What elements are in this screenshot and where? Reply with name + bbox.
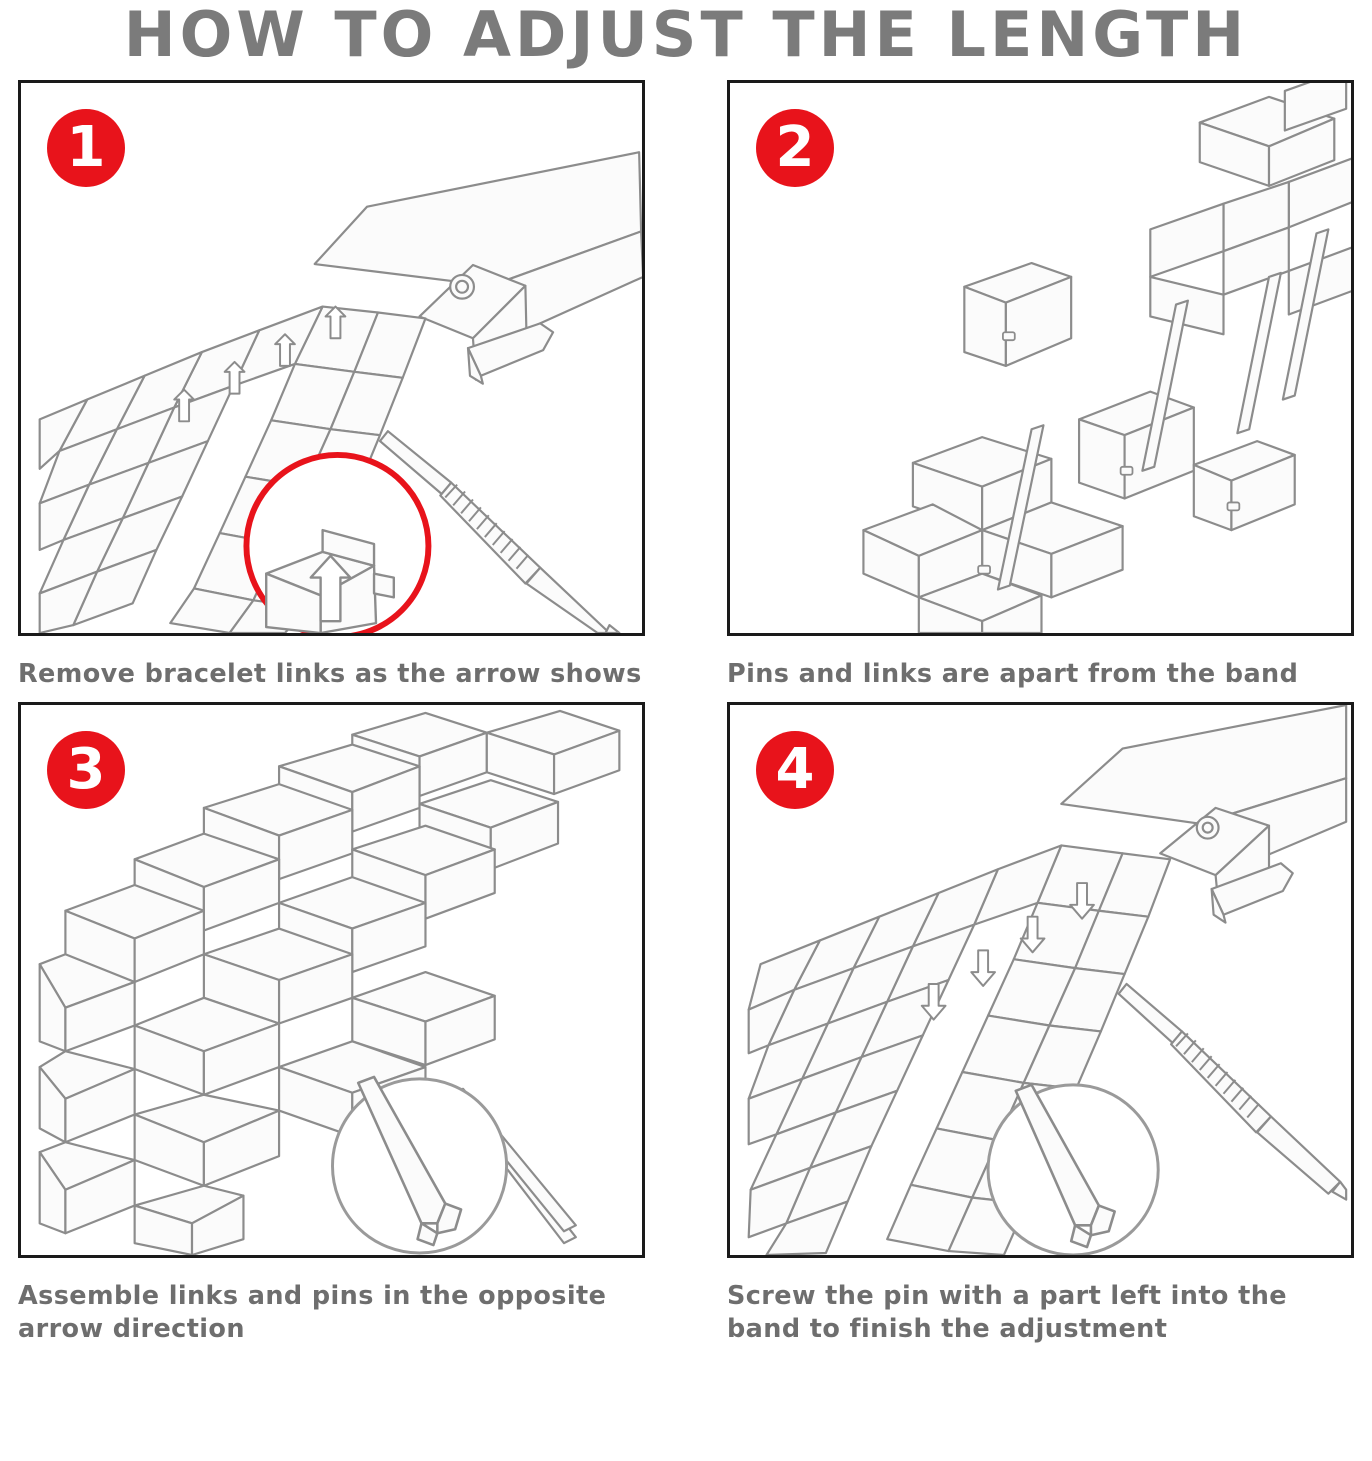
step-4-number: 4 — [756, 731, 834, 809]
step-2-caption: Pins and links are apart from the band — [727, 659, 1299, 689]
step-1-caption: Remove bracelet links as the arrow shows — [18, 659, 642, 689]
step-2-panel — [727, 80, 1354, 636]
step-3-caption: Assemble links and pins in the opposite arrow direction — [18, 1280, 607, 1345]
step-4-panel — [727, 702, 1354, 1258]
step-1 — [18, 80, 645, 692]
step-1-panel — [18, 80, 645, 636]
page-title: HOW TO ADJUST THE LENGTH — [123, 0, 1249, 71]
step-4-caption: Screw the pin with a part left into the band to finish the adjustment — [727, 1280, 1287, 1345]
step-3-number: 3 — [47, 731, 125, 809]
step-2 — [727, 80, 1354, 692]
steps-grid — [18, 80, 1354, 1347]
step-2-number: 2 — [756, 109, 834, 187]
step-3-panel — [18, 702, 645, 1258]
step-1-number: 1 — [47, 109, 125, 187]
step-3 — [18, 702, 645, 1347]
step-4 — [727, 702, 1354, 1347]
